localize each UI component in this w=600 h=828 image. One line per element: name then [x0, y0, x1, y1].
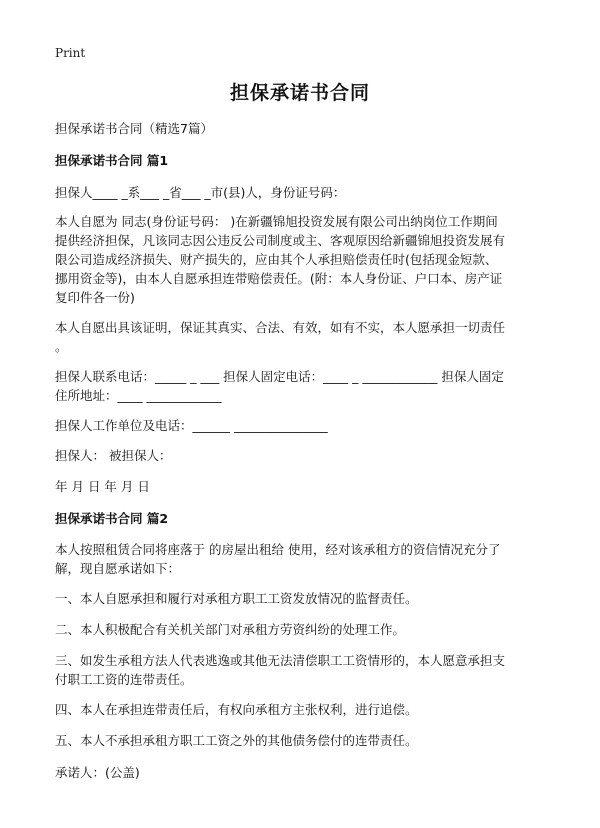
section2-item-5: 五、本人不承担承租方职工工资之外的其他债务偿付的连带责任。 — [55, 733, 418, 748]
section1-intro-line-2: 提供经济担保，凡该同志因公违反公司制度或主、客观原因给新疆锦旭投资发展有 — [55, 233, 506, 248]
document-title: 担保承诺书合同 — [229, 82, 370, 104]
section1-certify-line-2: 。 — [55, 339, 68, 354]
section1-signatures-line: 担保人： 被担保人： — [55, 448, 172, 463]
section2-item-2: 二、本人积极配合有关机关部门对承租方劳资纠纷的处理工作。 — [55, 622, 406, 637]
section1-certify-line-1: 本人自愿出具该证明，保证其真实、合法、有效，如有不实，本人愿承担一切责任 — [55, 320, 506, 335]
section1-contact-line-1: 担保人联系电话：_____ _ ___ 担保人固定电话：____ _ ____________ 担保人固定 — [55, 369, 504, 384]
section2-intro-line-1: 本人按照租赁合同将座落于 的房屋出租给 使用，经对该承租方的资信情况充分了 — [55, 542, 501, 557]
section1-workplace-line: 担保人工作单位及电话：______ _______________ — [55, 418, 328, 433]
section2-heading: 担保承诺书合同 篇2 — [55, 511, 169, 526]
section2-item-4: 四、本人在承担连带责任后，有权向承租方主张权利，进行追偿。 — [55, 702, 418, 717]
section1-intro-line-3: 限公司造成经济损失、财产损失的，应由其个人承担赔偿责任时(包括现金短款、 — [55, 252, 498, 267]
section1-intro-line-1: 本人自愿为 同志(身份证号码： )在新疆锦旭投资发展有限公司出纳岗位工作期间 — [55, 214, 498, 229]
section2-item-3-line-1: 三、如发生承租方法人代表逃逸或其他无法清偿职工工资情形的，本人愿意承担支 — [55, 653, 506, 668]
section1-intro-line-5: 复印件各一份) — [55, 290, 135, 305]
section2-promisor-line: 承诺人：(公盖) — [55, 765, 140, 780]
print-label: Print — [55, 46, 86, 60]
section2-item-1: 一、本人自愿承担和履行对承租方职工工资发放情况的监督责任。 — [55, 591, 418, 606]
section1-intro-line-4: 挪用资金等)，由本人自愿承担连带赔偿责任。(附：本人身份证、户口本、房产证 — [55, 271, 503, 286]
section1-date-line: 年 月 日 年 月 日 — [55, 479, 150, 494]
section2-item-3-line-2: 付职工工资的连带责任。 — [55, 672, 193, 687]
section1-guarantor-line: 担保人____ _系___ _省___ _市(县)人，身份证号码： — [55, 185, 346, 200]
section1-heading: 担保承诺书合同 篇1 — [55, 153, 169, 168]
document-subtitle: 担保承诺书合同（精选7篇） — [55, 121, 213, 136]
section1-contact-line-2: 住所地址：____ ____________ — [55, 388, 222, 403]
section2-intro-line-2: 解，现自愿承诺如下： — [55, 561, 181, 576]
